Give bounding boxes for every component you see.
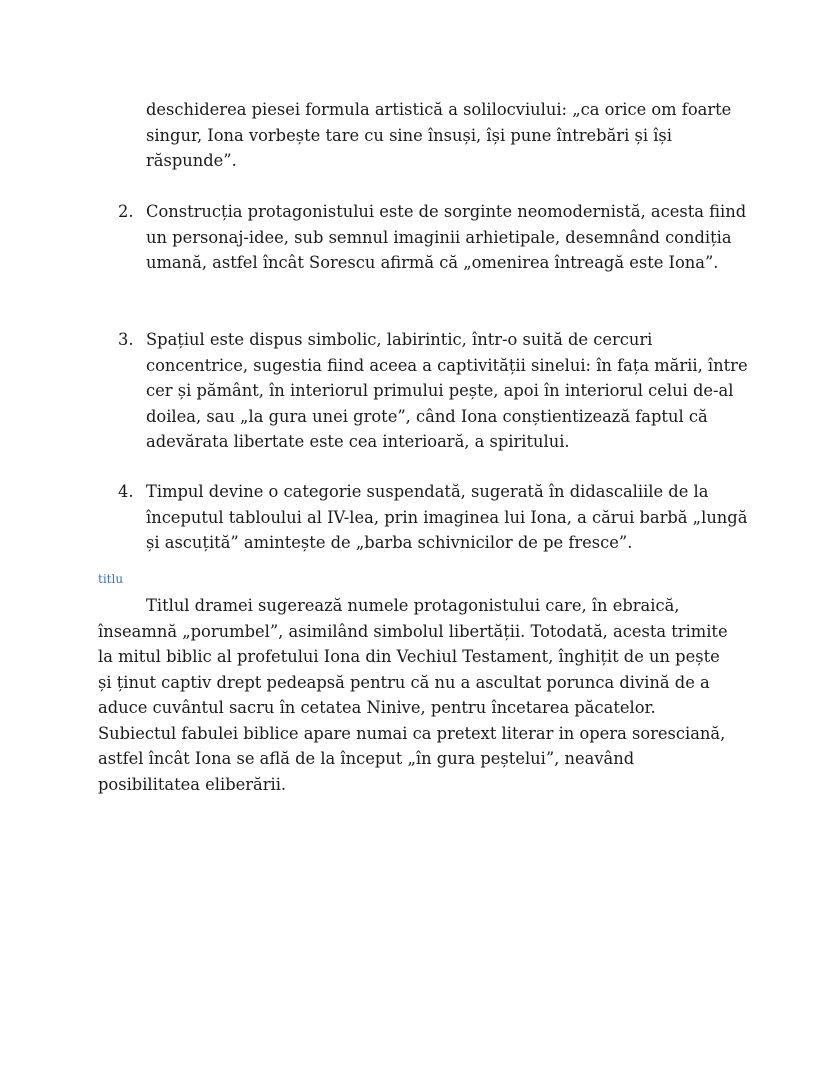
list-item-3 — [118, 327, 748, 455]
list-item-4-text: Timpul devine o categorie suspendată, sugerată în didascaliile de la începutul tabloului al IV-lea, prin imaginea lui Iona, a cărui barbă „lungă și ascuțită” amintește de „barba schivnicilor de pe fresce”. — [146, 482, 748, 552]
list-item-1-continuation: deschiderea piesei formula artistică a solilocviului: „ca orice om foarte singur, Iona vorbește tare cu sine însuși, își pune întrebări și își răspunde”. — [146, 100, 732, 170]
list-item-3-text: Spațiul este dispus simbolic, labirintic, într-o suită de cercuri concentrice, sugestia fiind aceea a captivității sinelui: în fața mării, între cer și pământ, în interiorul primului pește, apoi în interiorul celui de-al doilea, sau „la gura unei grote”, când Iona conștientizează faptul că adevărata libertate este cea interioară, a spiritului. — [146, 330, 748, 451]
list-item-3-number: 3. — [118, 330, 134, 349]
list-item-2-text: Construcția protagonistului este de sorginte neomodernistă, acesta fiind un personaj-idee, sub semnul imaginii arhietipale, desemnând condiția umană, astfel încât Sorescu afirmă că „omenirea întreagă este Iona”. — [146, 202, 747, 272]
list-item-4 — [118, 479, 748, 556]
list-item-4-number: 4. — [118, 482, 134, 501]
section-paragraph: Titlul dramei sugerează numele protagonistului care, în ebraică, înseamnă „porumbel”, asimilând simbolul libertății. Totodată, acesta trimite la mitul biblic al profetului Iona din Vechiul Testament, înghițit de un pește și ținut captiv drept pedeapsă pentru că nu a ascultat porunca divină de a aduce cuvântul sacru în cetatea Ninive, pentru încetarea păcatelor. Subiectul fabulei biblice apare numai ca pretext literar in opera sorescianӑ, astfel încât Iona se află de la început „în gura peștelui”, neavând posibilitatea eliberării. — [98, 596, 728, 794]
list-item-2-number: 2. — [118, 202, 134, 221]
section-label: titlu — [98, 572, 124, 586]
list-item-2 — [118, 199, 748, 276]
